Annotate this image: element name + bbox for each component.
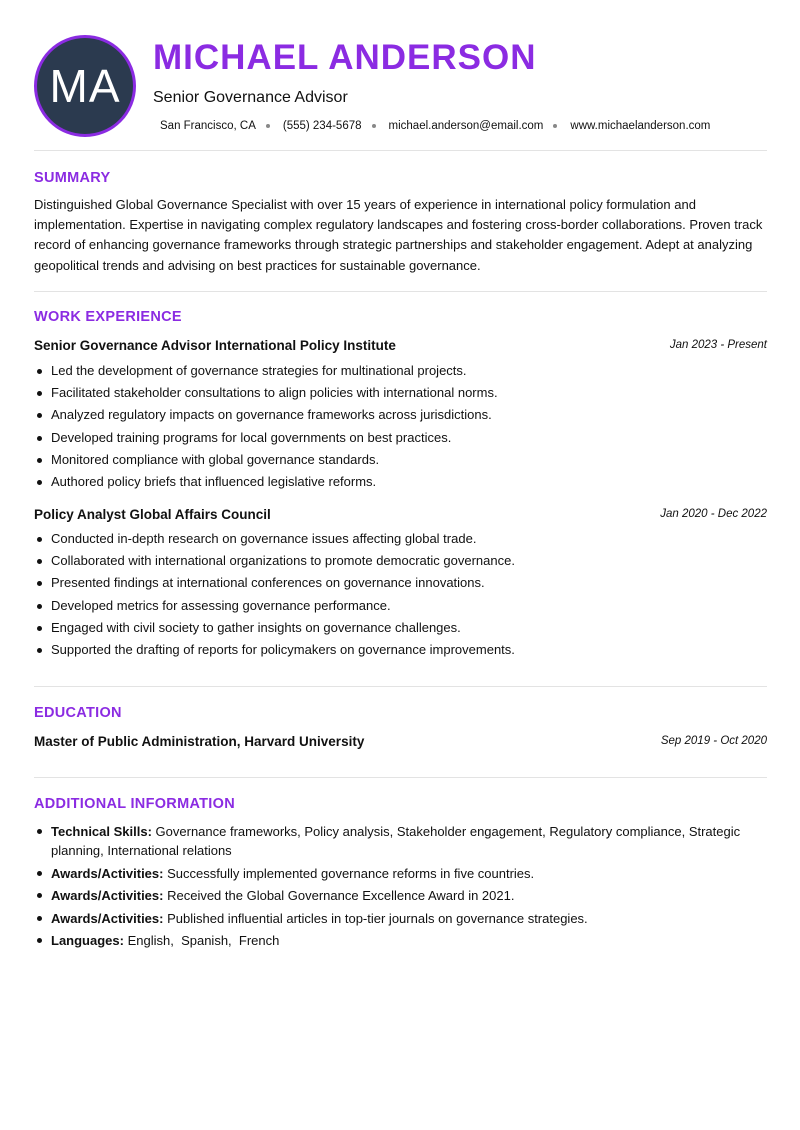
list-item: Analyzed regulatory impacts on governance frameworks across jurisdictions. [34, 406, 767, 428]
list-item: Monitored compliance with global governance standards. [34, 451, 767, 473]
list-item: Collaborated with international organizations to promote democratic governance. [34, 552, 767, 574]
item-text: Published influential articles in top-tier journals on governance strategies. [167, 910, 588, 926]
item-label: Technical Skills: [51, 824, 152, 839]
item-label: Awards/Activities: [51, 910, 164, 926]
item-label: Awards/Activities: [51, 888, 164, 903]
avatar [34, 35, 136, 137]
candidate-title: Senior Governance Advisor [153, 89, 348, 106]
contact-email[interactable]: michael.anderson@email.com [388, 120, 544, 132]
list-item [34, 864, 767, 883]
item-label: Languages: [51, 933, 124, 948]
list-item [34, 931, 767, 950]
degree: Master of Public Administration, Harvard University [34, 734, 365, 749]
work-experience-heading: WORK EXPERIENCE [34, 309, 182, 325]
list-item: Supported the drafting of reports for policymakers on governance improvements. [34, 641, 767, 663]
divider [34, 150, 767, 151]
item-text: English, Spanish, French [127, 933, 280, 948]
contact-phone: (555) 234-5678 [282, 120, 362, 132]
list-item: Presented findings at international conferences on governance innovations. [34, 574, 767, 596]
list-item: Developed training programs for local governments on best practices. [34, 429, 767, 451]
divider [34, 777, 767, 778]
contact-location: San Francisco, CA [160, 120, 256, 132]
list-item: Conducted in-depth research on governance issues affecting global trade. [34, 530, 767, 552]
candidate-name: MICHAEL ANDERSON [153, 38, 537, 77]
additional-information-heading: ADDITIONAL INFORMATION [34, 796, 235, 812]
education-entry [34, 734, 767, 752]
job-title: Policy Analyst Global Affairs Council [34, 507, 271, 522]
separator-dot [553, 124, 557, 128]
list-item [34, 822, 767, 860]
list-item: Facilitated stakeholder consultations to align policies with international norms. [34, 384, 767, 406]
item-text: Received the Global Governance Excellence Award in 2021. [167, 888, 515, 903]
additional-info-list [34, 822, 767, 954]
list-item [34, 909, 767, 928]
job-bullets [34, 362, 767, 495]
item-label: Awards/Activities: [51, 865, 164, 881]
summary-text: Distinguished Global Governance Specialist with over 15 years of experience in international policy formulation and implementation. Expertise in navigating complex regulatory landscapes and fostering cross-border collaborations. Proven track record of enhancing governance frameworks through strategic partnerships and stakeholder engagement. Adept at analyzing geopolitical trends and advising on best practices for sustainable governance. [34, 197, 763, 273]
list-item [34, 886, 767, 905]
job-dates: Jan 2023 - Present [669, 339, 767, 351]
separator-dot [372, 124, 376, 128]
summary-heading: SUMMARY [34, 170, 111, 186]
job-bullets [34, 530, 767, 663]
item-text: Successfully implemented governance reforms in five countries. [167, 865, 535, 881]
education-dates: Sep 2019 - Oct 2020 [660, 735, 767, 747]
list-item: Developed metrics for assessing governance performance. [34, 597, 767, 619]
education-heading: EDUCATION [34, 705, 122, 721]
job-header [34, 507, 767, 525]
avatar-initials: MA [49, 60, 121, 112]
list-item: Engaged with civil society to gather insights on governance challenges. [34, 619, 767, 641]
list-item: Authored policy briefs that influenced legislative reforms. [34, 473, 767, 495]
list-item: Led the development of governance strategies for multinational projects. [34, 362, 767, 384]
job-header [34, 338, 767, 356]
item-text: Governance frameworks, Policy analysis, Stakeholder engagement, Regulatory compliance, Strategic planning, International relations [51, 824, 741, 858]
divider [34, 291, 767, 292]
contact-bar [160, 120, 710, 132]
divider [34, 686, 767, 687]
separator-dot [266, 124, 270, 128]
contact-website[interactable]: www.michaelanderson.com [570, 120, 711, 132]
job-title: Senior Governance Advisor International Policy Institute [34, 338, 396, 353]
job-dates: Jan 2020 - Dec 2022 [660, 508, 767, 520]
